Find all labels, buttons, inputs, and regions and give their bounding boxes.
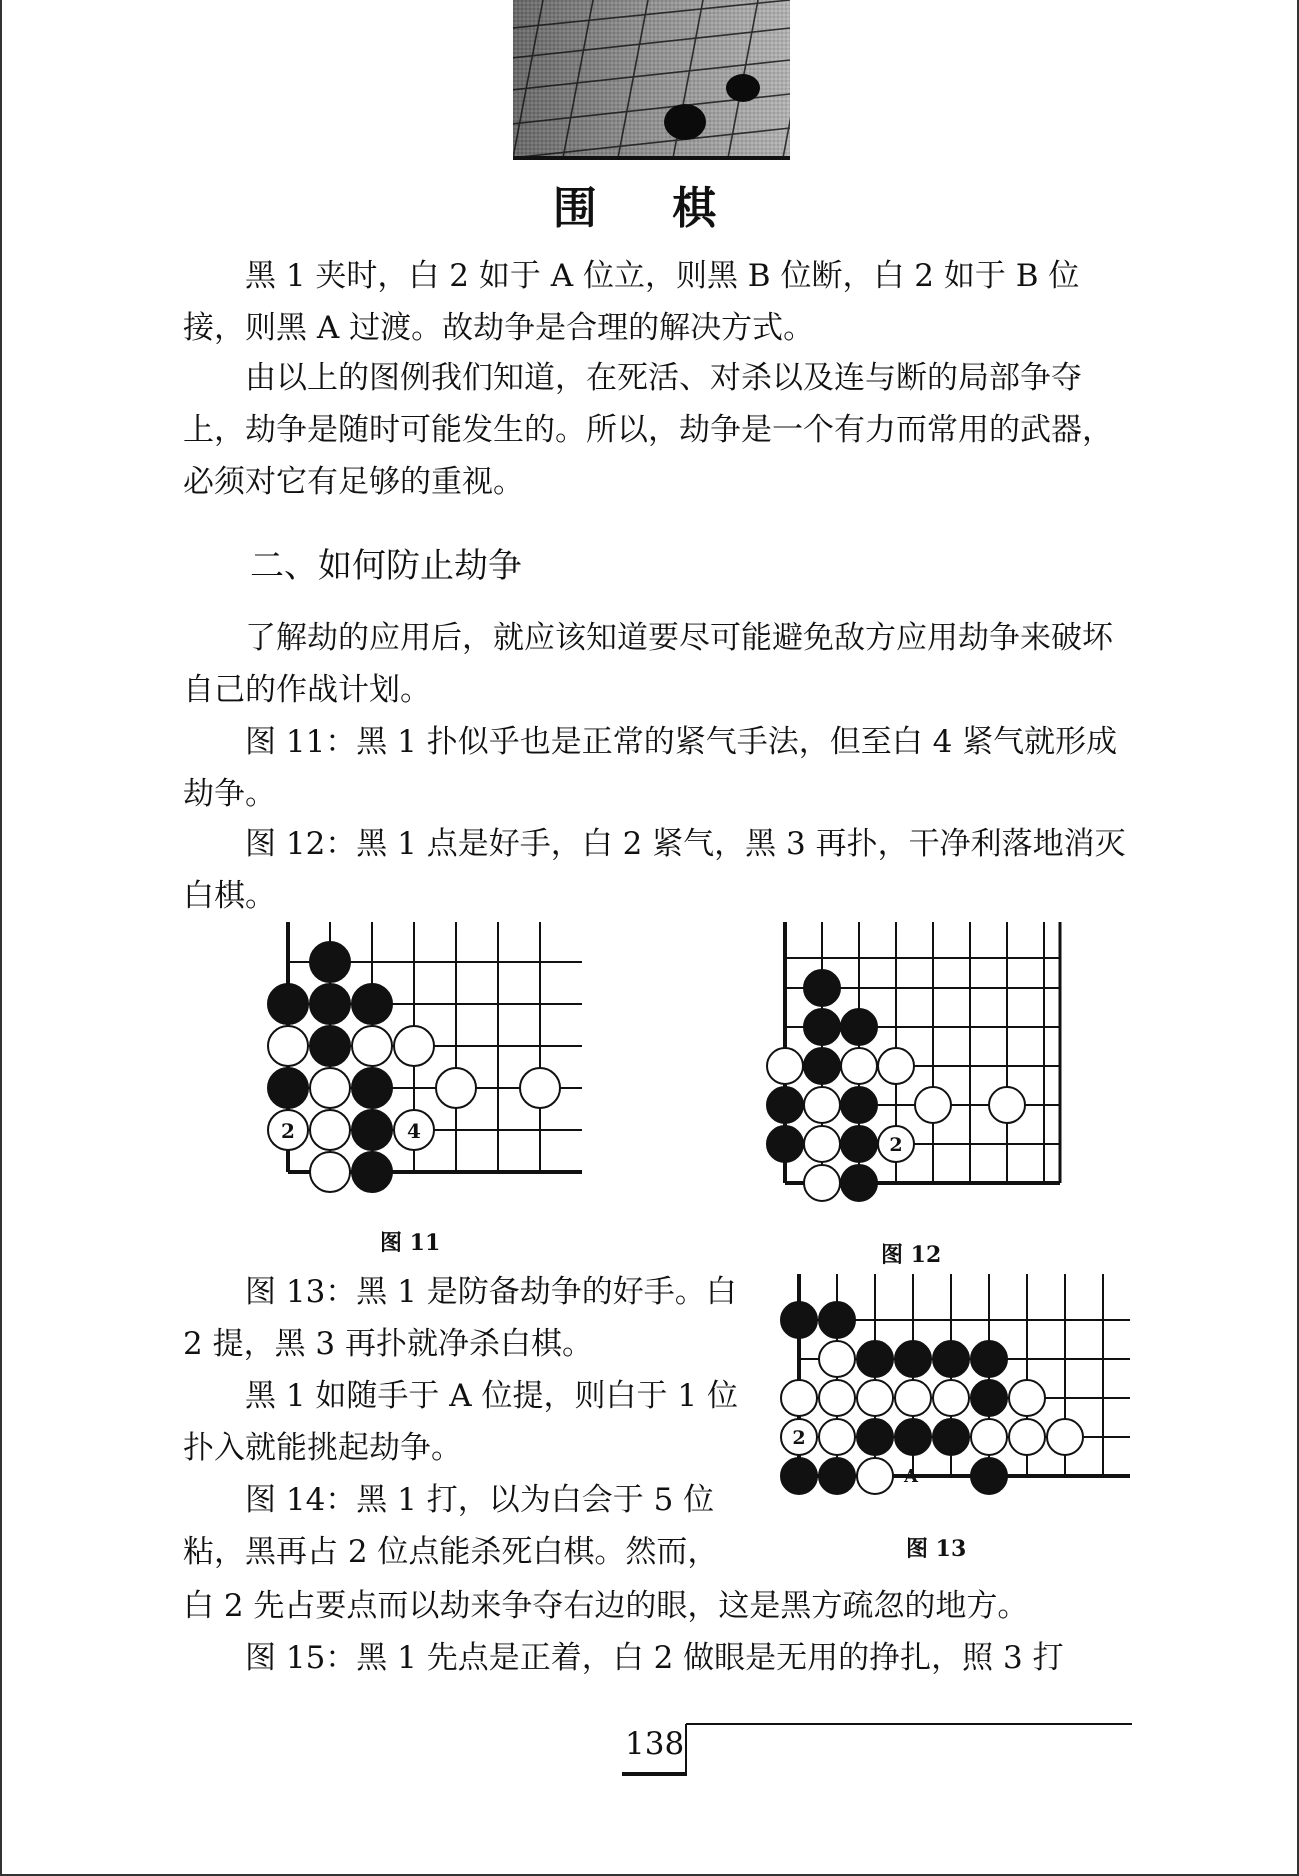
paragraph: 图 12：黑 1 点是好手，白 2 紧气，黑 3 再扑，干净利落地消灭白棋。 bbox=[183, 826, 1126, 914]
section-heading: 二、如何防止劫争 bbox=[250, 546, 522, 586]
black-stone bbox=[804, 970, 840, 1006]
photo-stone-small bbox=[726, 74, 760, 102]
black-stone bbox=[804, 1048, 840, 1084]
stone-number: 4 bbox=[407, 1119, 421, 1143]
black-stone bbox=[971, 1380, 1007, 1416]
black-stone bbox=[971, 1458, 1007, 1494]
white-stone bbox=[394, 1026, 434, 1066]
white-stone bbox=[1047, 1419, 1083, 1455]
go-board-photo-icon bbox=[513, 0, 790, 162]
white-stone bbox=[819, 1380, 855, 1416]
black-stone bbox=[857, 1419, 893, 1455]
paragraph: 图 14：黑 1 打，以为白会于 5 位粘，黑再占 2 位点能杀死白棋。然而， bbox=[183, 1482, 719, 1570]
black-stone bbox=[781, 1302, 817, 1338]
white-stone bbox=[310, 1068, 350, 1108]
black-stone bbox=[352, 984, 392, 1024]
point-label: A bbox=[904, 1466, 918, 1487]
white-stone bbox=[352, 1026, 392, 1066]
go-diagram-13 bbox=[775, 1274, 1135, 1504]
white-stone bbox=[804, 1087, 840, 1123]
stone-number: 2 bbox=[281, 1119, 295, 1143]
go-diagram-11 bbox=[262, 922, 592, 1207]
black-stone bbox=[767, 1087, 803, 1123]
white-stone bbox=[1009, 1419, 1045, 1455]
white-stone bbox=[1009, 1380, 1045, 1416]
footer-rule bbox=[620, 1716, 1135, 1786]
black-stone bbox=[310, 984, 350, 1024]
black-stone bbox=[268, 984, 308, 1024]
white-stone bbox=[310, 1110, 350, 1150]
figure-caption: 图 12 bbox=[881, 1242, 942, 1268]
white-stone bbox=[767, 1048, 803, 1084]
white-stone bbox=[819, 1419, 855, 1455]
paragraph: 黑 1 夹时，白 2 如于 A 位立，则黑 B 位断，白 2 如于 B 位接，则黑 A 过渡。故劫争是合理的解决方式。 bbox=[183, 258, 1080, 346]
white-stone bbox=[520, 1068, 560, 1108]
black-stone bbox=[895, 1419, 931, 1455]
header-title: 围 棋 bbox=[552, 183, 747, 234]
paragraph: 了解劫的应用后，就应该知道要尽可能避免敌方应用劫争来破坏自己的作战计划。 bbox=[183, 620, 1113, 708]
black-stone bbox=[857, 1341, 893, 1377]
white-stone bbox=[781, 1380, 817, 1416]
white-stone bbox=[804, 1165, 840, 1201]
white-stone bbox=[310, 1152, 350, 1192]
white-stone bbox=[895, 1380, 931, 1416]
white-stone bbox=[857, 1380, 893, 1416]
black-stone bbox=[841, 1126, 877, 1162]
stone-number: 2 bbox=[792, 1427, 806, 1449]
black-stone bbox=[819, 1458, 855, 1494]
black-stone bbox=[933, 1419, 969, 1455]
paragraph: 图 11：黑 1 扑似乎也是正常的紧气手法，但至白 4 紧气就形成劫争。 bbox=[183, 724, 1118, 812]
black-stone bbox=[310, 942, 350, 982]
black-stone bbox=[841, 1009, 877, 1045]
white-stone bbox=[436, 1068, 476, 1108]
paragraph: 图 13：黑 1 是防备劫争的好手。白 2 提，黑 3 再扑就净杀白棋。 bbox=[183, 1274, 737, 1362]
white-stone bbox=[841, 1048, 877, 1084]
figure-caption: 图 13 bbox=[906, 1536, 967, 1562]
white-stone bbox=[878, 1048, 914, 1084]
black-stone bbox=[352, 1068, 392, 1108]
black-stone bbox=[352, 1152, 392, 1192]
black-stone bbox=[841, 1087, 877, 1123]
black-stone bbox=[352, 1110, 392, 1150]
white-stone bbox=[819, 1341, 855, 1377]
white-stone bbox=[804, 1126, 840, 1162]
stone-number: 2 bbox=[889, 1134, 903, 1156]
black-stone bbox=[804, 1009, 840, 1045]
black-stone bbox=[781, 1458, 817, 1494]
black-stone bbox=[767, 1126, 803, 1162]
white-stone bbox=[933, 1380, 969, 1416]
black-stone bbox=[819, 1302, 855, 1338]
paragraph: 图 15：黑 1 先点是正着，白 2 做眼是无用的挣扎，照 3 打 bbox=[183, 1640, 1064, 1676]
figure-caption: 图 11 bbox=[380, 1230, 441, 1256]
go-diagram-12 bbox=[756, 922, 1066, 1207]
black-stone bbox=[971, 1341, 1007, 1377]
white-stone bbox=[268, 1026, 308, 1066]
paragraph: 黑 1 如随手于 A 位提，则白于 1 位扑入就能挑起劫争。 bbox=[183, 1378, 738, 1466]
white-stone bbox=[971, 1419, 1007, 1455]
paragraph: 由以上的图例我们知道，在死活、对杀以及连与断的局部争夺上，劫争是随时可能发生的。所以，劫争是一个有力而常用的武器，必须对它有足够的重视。 bbox=[183, 360, 1113, 500]
black-stone bbox=[310, 1026, 350, 1066]
white-stone bbox=[989, 1087, 1025, 1123]
black-stone bbox=[841, 1165, 877, 1201]
black-stone bbox=[933, 1341, 969, 1377]
black-stone bbox=[895, 1341, 931, 1377]
black-stone bbox=[268, 1068, 308, 1108]
paragraph: 白 2 先占要点而以劫来争夺右边的眼，这是黑方疏忽的地方。 bbox=[183, 1588, 1029, 1624]
photo-stone-large bbox=[664, 104, 706, 140]
page-number: 138 bbox=[625, 1726, 685, 1762]
white-stone bbox=[915, 1087, 951, 1123]
white-stone bbox=[857, 1458, 893, 1494]
